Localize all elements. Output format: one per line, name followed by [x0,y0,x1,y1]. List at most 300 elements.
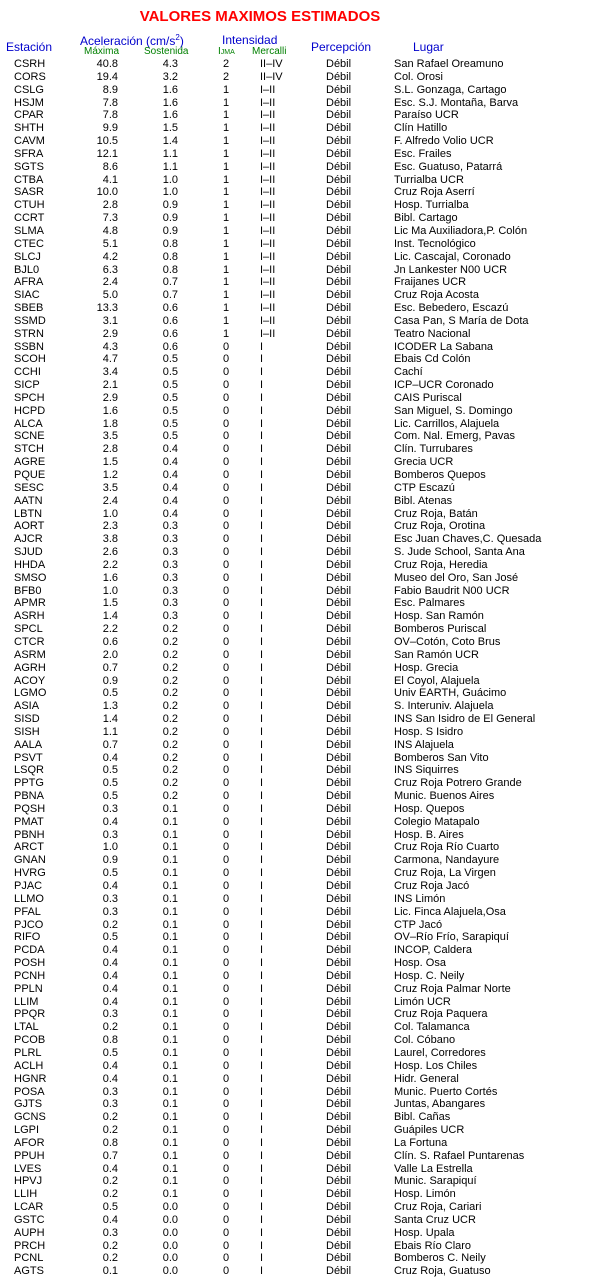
max-acceleration: 9.9 [102,122,118,135]
header-mercalli: Mercalli [252,46,287,57]
intensity-mercalli: I–II [260,122,276,135]
header-aceleracion-exponent: 2 [175,33,180,42]
intensity-jma: 0 [222,1188,230,1201]
intensity-mercalli: I–II [260,327,276,340]
intensity-mercalli: I [260,841,264,854]
intensity-mercalli: I–II [260,109,276,122]
intensity-mercalli: I–II [260,173,276,186]
station-code: PPQR [14,1008,46,1021]
station-code: CTUH [14,199,45,212]
station-code: PMAT [14,815,44,828]
max-acceleration: 4.7 [102,353,118,366]
max-acceleration: 2.0 [102,648,118,661]
station-code: ASRH [14,610,45,623]
location: Clín. Turrubares [394,443,473,456]
intensity-jma: 0 [222,841,230,854]
max-acceleration: 0.8 [102,1136,118,1149]
location: Lic. Finca Alajuela,Osa [394,905,506,918]
table-row [0,212,590,225]
perception: Débil [326,70,352,83]
header-ijma [218,46,235,57]
station-code: HVRG [14,867,46,880]
location: Hosp. Upala [394,1226,455,1239]
intensity-mercalli: I–II [260,83,276,96]
perception: Débil [326,623,352,636]
perception: Débil [326,302,352,315]
intensity-mercalli: I [260,558,264,571]
intensity-mercalli: I [260,764,264,777]
sustained-acceleration: 0.1 [162,995,178,1008]
station-code: ARCT [14,841,44,854]
table-row [0,225,590,238]
intensity-jma: 0 [222,918,230,931]
intensity-mercalli: I–II [260,199,276,212]
table-row [0,700,590,713]
perception: Débil [326,122,352,135]
station-code: SLCJ [14,250,41,263]
max-acceleration: 0.4 [102,751,118,764]
intensity-mercalli: I [260,751,264,764]
perception: Débil [326,160,352,173]
table-row [0,161,590,174]
sustained-acceleration: 4.3 [162,58,178,70]
table-row [0,957,590,970]
table-row [0,1265,590,1278]
intensity-jma: 0 [222,1111,230,1124]
station-code: PQSH [14,802,46,815]
perception: Débil [326,1098,352,1111]
location: Lic. Carrillos, Alajuela [394,417,500,430]
header-aceleracion-text: Aceleración (cm/s [80,34,176,48]
station-code: SCNE [14,430,45,443]
table-row [0,1188,590,1201]
table-row [0,1086,590,1099]
max-acceleration: 0.3 [102,1226,118,1239]
intensity-mercalli: I [260,469,264,481]
intensity-mercalli: I–II [260,147,276,160]
location: INS San Isidro de El General [394,713,536,726]
sustained-acceleration: 0.2 [162,738,178,751]
intensity-jma: 0 [222,481,230,494]
max-acceleration: 0.8 [102,1034,118,1047]
station-code: CTCR [14,635,45,648]
intensity-mercalli: I [260,481,264,494]
sustained-acceleration: 0.2 [162,777,178,790]
table-row [0,469,590,482]
max-acceleration: 0.4 [102,957,118,970]
perception: Débil [326,571,352,584]
table-row [0,1098,590,1111]
location: Limón UCR [394,995,451,1008]
table-row [0,752,590,765]
max-acceleration: 1.6 [102,571,118,584]
table-row [0,58,590,71]
station-code: SPCL [14,623,43,636]
station-code: BFB0 [14,584,42,597]
table-row [0,186,590,199]
sustained-acceleration: 1.4 [162,135,178,148]
intensity-mercalli: I [260,790,264,803]
sustained-acceleration: 0.5 [162,379,178,392]
table-row [0,1111,590,1124]
intensity-mercalli: I [260,802,264,815]
table-row [0,174,590,187]
perception: Débil [326,674,352,687]
location: Fraijanes UCR [394,276,467,289]
location: CTP Jacó [394,918,443,931]
location: Cruz Roja Palmar Norte [394,982,511,995]
max-acceleration: 0.5 [102,931,118,944]
intensity-mercalli: I [260,1098,264,1111]
sustained-acceleration: 0.7 [162,276,178,289]
table-row [0,264,590,277]
intensity-jma: 0 [222,584,230,597]
intensity-jma: 1 [222,173,230,186]
table-row [0,713,590,726]
intensity-jma: 0 [222,417,230,430]
table-row [0,148,590,161]
perception: Débil [326,1188,352,1201]
max-acceleration: 2.8 [102,199,118,212]
max-acceleration: 0.4 [102,995,118,1008]
header-aceleracion-close: ) [179,34,184,48]
max-acceleration: 0.2 [102,1111,118,1124]
sustained-acceleration: 0.1 [162,1046,178,1059]
perception: Débil [326,443,352,456]
location: INCOP, Caldera [394,944,473,957]
sustained-acceleration: 0.5 [162,391,178,404]
table-row [0,1008,590,1021]
station-code: STCH [14,443,44,456]
intensity-jma: 1 [222,224,230,237]
location: Paraíso UCR [394,109,459,122]
location: Cruz Roja, La Virgen [394,867,496,880]
station-code: SBEB [14,302,44,315]
sustained-acceleration: 0.5 [162,417,178,430]
location: Clín. S. Rafael Puntarenas [394,1149,525,1162]
station-code: CTBA [14,173,44,186]
intensity-jma: 0 [222,391,230,404]
sustained-acceleration: 0.1 [162,892,178,905]
sustained-acceleration: 0.0 [162,1265,178,1278]
sustained-acceleration: 1.6 [162,96,178,109]
table-row [0,597,590,610]
sustained-acceleration: 0.3 [162,610,178,623]
location: Juntas, Abangares [394,1098,486,1111]
location: ICODER La Sabana [394,340,494,353]
location: Bibl. Cartago [394,212,458,225]
sustained-acceleration: 0.4 [162,456,178,469]
location: Hosp. Osa [394,957,446,970]
perception: Débil [326,764,352,777]
station-code: GCNS [14,1111,46,1124]
table-row [0,983,590,996]
intensity-jma: 0 [222,456,230,469]
intensity-mercalli: I–II [260,160,276,173]
station-code: PCNL [14,1252,44,1265]
sustained-acceleration: 0.9 [162,212,178,225]
table-row [0,508,590,521]
intensity-jma: 0 [222,404,230,417]
max-acceleration: 4.3 [102,340,118,353]
intensity-mercalli: I–II [260,289,276,302]
table-row [0,315,590,328]
station-code: SJUD [14,546,43,559]
intensity-mercalli: I–II [260,96,276,109]
intensity-jma: 1 [222,83,230,96]
intensity-mercalli: I [260,854,264,867]
intensity-jma: 1 [222,302,230,315]
intensity-jma: 1 [222,250,230,263]
perception: Débil [326,96,352,109]
max-acceleration: 2.2 [102,623,118,636]
station-code: PPLN [14,982,43,995]
intensity-mercalli: I [260,1226,264,1239]
location: CAIS Puriscal [394,391,462,404]
sustained-acceleration: 1.6 [162,83,178,96]
intensity-mercalli: I [260,815,264,828]
station-code: CPAR [14,109,44,122]
max-acceleration: 0.5 [102,867,118,880]
perception: Débil [326,880,352,892]
intensity-jma: 1 [222,122,230,135]
max-acceleration: 6.3 [102,263,118,276]
table-row [0,456,590,469]
max-acceleration: 0.5 [102,687,118,700]
station-code: PCOB [14,1034,46,1047]
perception: Débil [326,314,352,327]
perception: Débil [326,391,352,404]
location: Cruz Roja, Orotina [394,520,486,533]
station-code: AALA [14,738,43,751]
perception: Débil [326,1239,352,1252]
intensity-jma: 0 [222,1239,230,1252]
table-row [0,739,590,752]
sustained-acceleration: 0.1 [162,802,178,815]
max-acceleration: 0.3 [102,1085,118,1098]
table-row [0,906,590,919]
intensity-jma: 0 [222,610,230,623]
location: Guápiles UCR [394,1124,465,1137]
max-acceleration: 7.8 [102,109,118,122]
perception: Débil [326,1213,352,1226]
intensity-mercalli: I [260,700,264,713]
perception: Débil [326,533,352,546]
sustained-acceleration: 0.3 [162,520,178,533]
intensity-mercalli: I [260,1072,264,1085]
table-row [0,559,590,572]
table-row [0,199,590,212]
intensity-mercalli: I [260,391,264,404]
perception: Débil [326,1175,352,1188]
intensity-mercalli: I [260,1188,264,1201]
location: CTP Escazú [394,481,455,494]
intensity-jma: 1 [222,147,230,160]
intensity-jma: 0 [222,353,230,366]
max-acceleration: 4.2 [102,250,118,263]
intensity-mercalli: I [260,584,264,597]
intensity-mercalli: I–II [260,276,276,289]
max-acceleration: 0.7 [102,738,118,751]
intensity-jma: 0 [222,571,230,584]
location: Bomberos C. Neily [394,1252,486,1265]
sustained-acceleration: 0.1 [162,1149,178,1162]
station-code: PQUE [14,469,46,481]
intensity-mercalli: I [260,931,264,944]
table-row [0,867,590,880]
location: Fabio Baudrit N00 UCR [394,584,510,597]
intensity-mercalli: I [260,507,264,520]
table-row [0,482,590,495]
intensity-mercalli: I [260,353,264,366]
perception: Débil [326,841,352,854]
perception: Débil [326,982,352,995]
max-acceleration: 0.4 [102,1072,118,1085]
intensity-jma: 0 [222,931,230,944]
sustained-acceleration: 0.1 [162,815,178,828]
max-acceleration: 10.0 [96,186,118,199]
station-code: HSJM [14,96,44,109]
station-code: CTEC [14,237,44,250]
station-code: CAVM [14,135,45,148]
intensity-jma: 0 [222,1085,230,1098]
max-acceleration: 3.8 [102,533,118,546]
perception: Débil [326,918,352,931]
intensity-mercalli: I [260,1021,264,1034]
intensity-jma: 0 [222,1226,230,1239]
intensity-jma: 0 [222,469,230,481]
perception: Débil [326,250,352,263]
location: Esc. Frailes [394,147,452,160]
station-code: LCAR [14,1201,44,1214]
location: Munic. Buenos Aires [394,790,495,803]
sustained-acceleration: 3.2 [162,70,178,83]
table-row [0,1060,590,1073]
station-code: BJL0 [14,263,40,276]
location: Turrialba UCR [394,173,464,186]
table-row [0,1021,590,1034]
table-row [0,790,590,803]
station-code: LGPI [14,1124,40,1137]
location: Ebais Río Claro [394,1239,472,1252]
station-code: LTAL [14,1021,39,1034]
intensity-mercalli: I–II [260,250,276,263]
table-row [0,1137,590,1150]
location: Esc. Bebedero, Escazú [394,302,509,315]
intensity-jma: 0 [222,1265,230,1278]
perception: Débil [326,790,352,803]
sustained-acceleration: 1.0 [162,186,178,199]
data-table [0,58,590,1278]
intensity-jma: 1 [222,160,230,173]
intensity-mercalli: I [260,597,264,610]
location: INS Alajuela [394,738,454,751]
header-estacion: Estación [6,40,53,54]
perception: Débil [326,289,352,302]
station-code: AGRE [14,456,46,469]
intensity-jma: 0 [222,597,230,610]
header-lugar: Lugar [413,40,444,54]
intensity-mercalli: I [260,1162,264,1175]
table-row [0,585,590,598]
perception: Débil [326,944,352,957]
perception: Débil [326,700,352,713]
header-maxima: Máxima [84,46,120,57]
station-code: SMSO [14,571,47,584]
station-code: PBNH [14,828,45,841]
intensity-jma: 0 [222,1136,230,1149]
location: San Ramón UCR [394,648,479,661]
perception: Débil [326,1124,352,1137]
station-code: SASR [14,186,44,199]
max-acceleration: 1.4 [102,713,118,726]
table-row [0,1150,590,1163]
perception: Débil [326,815,352,828]
perception: Débil [326,751,352,764]
intensity-mercalli: I [260,674,264,687]
sustained-acceleration: 0.1 [162,867,178,880]
max-acceleration: 0.5 [102,764,118,777]
location: INS Limón [394,892,446,905]
sustained-acceleration: 0.1 [162,1098,178,1111]
table-row [0,238,590,251]
sustained-acceleration: 0.3 [162,546,178,559]
table-row [0,854,590,867]
max-acceleration: 2.9 [102,391,118,404]
location: OV–Cotón, Coto Brus [394,635,501,648]
perception: Débil [326,546,352,559]
max-acceleration: 0.3 [102,905,118,918]
perception: Débil [326,1162,352,1175]
table-row [0,84,590,97]
max-acceleration: 0.3 [102,802,118,815]
sustained-acceleration: 0.2 [162,713,178,726]
station-code: SPCH [14,391,45,404]
page-title: VALORES MAXIMOS ESTIMADOS [139,8,381,25]
max-acceleration: 0.2 [102,1124,118,1137]
location: Bibl. Atenas [394,494,453,507]
station-code: LLIM [14,995,39,1008]
station-code: AJCR [14,533,43,546]
table-row [0,675,590,688]
station-code: SFRA [14,147,44,160]
table-row [0,1227,590,1240]
table-row [0,687,590,700]
max-acceleration: 0.7 [102,661,118,674]
sustained-acceleration: 0.1 [162,1021,178,1034]
perception: Débil [326,738,352,751]
sustained-acceleration: 0.4 [162,507,178,520]
perception: Débil [326,199,352,212]
perception: Débil [326,1265,352,1278]
sustained-acceleration: 0.1 [162,969,178,982]
sustained-acceleration: 0.3 [162,533,178,546]
max-acceleration: 0.7 [102,1149,118,1162]
location: Bomberos Puriscal [394,623,487,636]
perception: Débil [326,1136,352,1149]
intensity-mercalli: I [260,880,264,892]
station-code: RIFO [14,931,41,944]
intensity-jma: 1 [222,199,230,212]
max-acceleration: 2.9 [102,327,118,340]
sustained-acceleration: 0.6 [162,314,178,327]
intensity-mercalli: I–II [260,237,276,250]
max-acceleration: 0.6 [102,635,118,648]
intensity-jma: 0 [222,815,230,828]
intensity-mercalli: I [260,982,264,995]
intensity-jma: 1 [222,327,230,340]
perception: Débil [326,957,352,970]
